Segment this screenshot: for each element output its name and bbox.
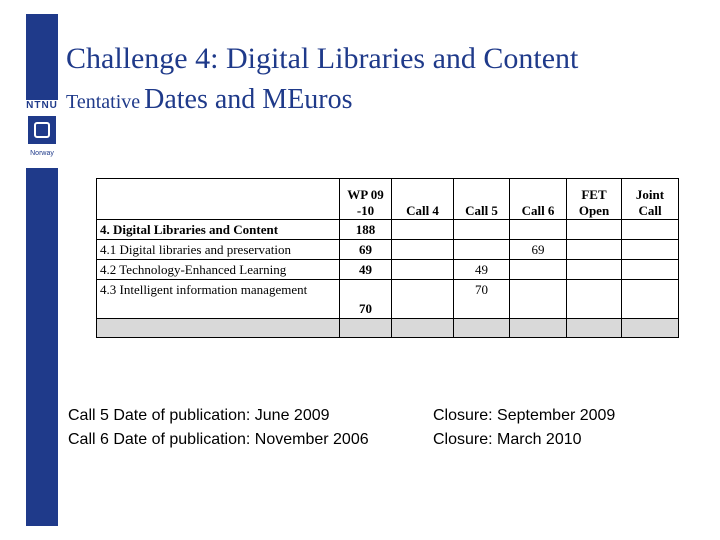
wp-value: 188 xyxy=(340,220,392,240)
logo-icon xyxy=(28,116,56,144)
header-cell: Call 4 xyxy=(392,179,454,220)
wp-value: 70 xyxy=(340,280,392,319)
call5-value: 49 xyxy=(454,260,510,280)
subtitle-small: Tentative xyxy=(66,91,141,113)
header-cell xyxy=(97,179,340,220)
header-cell: Call 5 xyxy=(454,179,510,220)
table-row xyxy=(97,260,679,280)
header-cell: Call 6 xyxy=(510,179,567,220)
header-cell: FET Open xyxy=(567,179,622,220)
logo-text: NTNU xyxy=(26,100,58,111)
wp-value: 69 xyxy=(340,240,392,260)
budget-table xyxy=(96,178,679,338)
table-row xyxy=(97,240,679,260)
row-label: 4.2 Technology-Enhanced Learning xyxy=(97,260,340,280)
table-row xyxy=(97,280,679,319)
call5-value: 70 xyxy=(454,280,510,319)
row-label: 4. Digital Libraries and Content xyxy=(97,220,340,240)
ntnu-logo xyxy=(22,100,62,168)
call6-value xyxy=(510,220,567,240)
logo-subtext: Norway xyxy=(30,150,54,157)
subtitle-big: Dates and MEuros xyxy=(144,84,353,115)
slide-subtitle xyxy=(66,84,353,116)
sidebar-bar xyxy=(26,14,58,526)
pub-line: Call 6 Date of publication: November 2006 xyxy=(68,431,369,448)
table-header-row xyxy=(97,179,679,220)
call6-value: 69 xyxy=(510,240,567,260)
pub-line: Call 5 Date of publication: June 2009 xyxy=(68,407,330,424)
call5-value xyxy=(454,240,510,260)
table-footer-row xyxy=(97,319,679,338)
closure-line: Closure: September 2009 xyxy=(433,407,616,424)
header-cell: Joint Call xyxy=(622,179,679,220)
wp-value: 49 xyxy=(340,260,392,280)
row-label: 4.1 Digital libraries and preservation xyxy=(97,240,340,260)
table-row xyxy=(97,220,679,240)
call6-value xyxy=(510,280,567,319)
slide-title: Challenge 4: Digital Libraries and Content xyxy=(66,42,579,75)
publication-dates xyxy=(68,404,369,452)
closure-dates xyxy=(433,404,615,452)
call6-value xyxy=(510,260,567,280)
call5-value xyxy=(454,220,510,240)
header-cell: WP 09 -10 xyxy=(340,179,392,220)
row-label: 4.3 Intelligent information management xyxy=(97,280,340,319)
closure-line: Closure: March 2010 xyxy=(433,431,582,448)
